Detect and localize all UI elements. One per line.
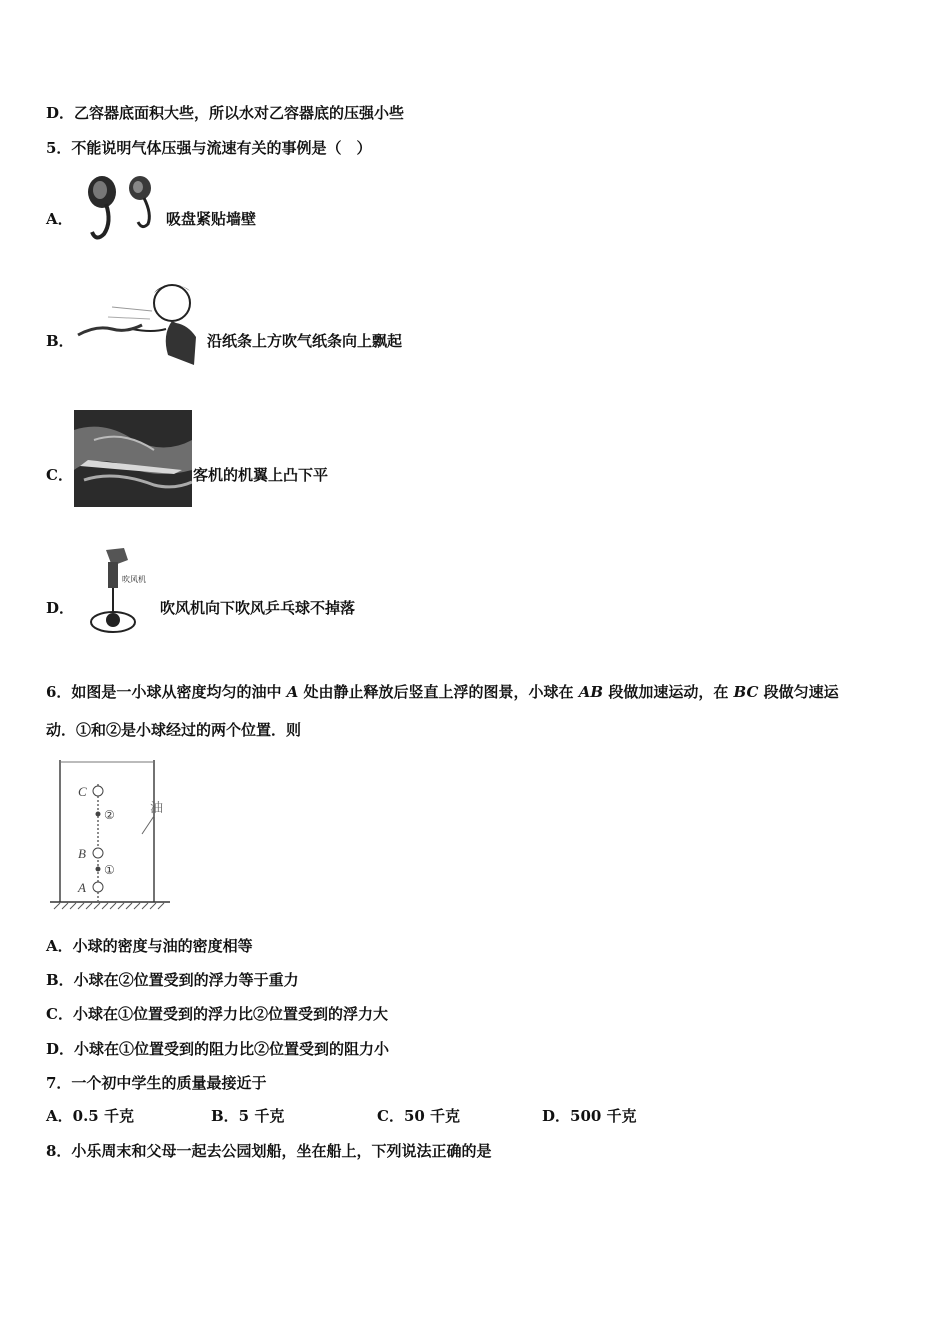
label-b: B: [78, 846, 86, 861]
q5-option-d-text: 吹风机向下吹风乒乓球不掉落: [160, 599, 356, 617]
q8-stem: 8．小乐周末和父母一起去公园划船，坐在船上，下列说法正确的是: [46, 1142, 492, 1160]
q6-option-d: D．小球在①位置受到的阻力比②位置受到的阻力小: [46, 1040, 390, 1058]
suction-cup-hooks-image: [78, 174, 164, 246]
q5-option-b-text: 沿纸条上方吹气纸条向上飘起: [207, 332, 403, 350]
q5-option-b-letter: B．: [46, 332, 74, 350]
q6-point-a: A: [286, 683, 299, 701]
q6-option-c: C．小球在①位置受到的浮力比②位置受到的浮力大: [46, 1005, 388, 1023]
q6-segment-bc: BC: [733, 683, 759, 701]
q5-option-c-text: 客机的机翼上凸下平: [193, 466, 329, 484]
q5-stem: 5．不能说明气体压强与流速有关的事例是（ ）: [46, 139, 372, 157]
q6-stem-line2: 动．①和②是小球经过的两个位置．则: [46, 721, 302, 739]
q7-option-a: A．0.5 千克: [46, 1107, 134, 1125]
hair-dryer-ping-pong-image: [86, 546, 156, 640]
airplane-wing-photo: [74, 410, 192, 507]
q7-option-b: B．5 千克: [211, 1107, 285, 1125]
q7-stem: 7．一个初中学生的质量最接近于: [46, 1074, 267, 1092]
q6-stem-part1: 6．如图是一小球从密度均匀的油中: [46, 683, 287, 701]
label-position-1: ①: [104, 863, 115, 877]
q5-option-c-letter: C．: [46, 466, 73, 484]
label-oil: 油: [150, 801, 164, 816]
label-a: A: [78, 880, 86, 895]
hair-dryer-label: 吹风机: [122, 575, 146, 584]
q6-option-b: B．小球在②位置受到的浮力等于重力: [46, 971, 299, 989]
boy-blowing-paper-image: [72, 277, 200, 375]
q6-stem-part4: 段做匀速运: [758, 683, 839, 701]
q6-stem-part3: 段做加速运动，在: [603, 683, 734, 701]
q7-option-c: C．50 千克: [377, 1107, 461, 1125]
label-position-2: ②: [104, 808, 115, 822]
q6-stem-line1: [46, 681, 839, 702]
q6-option-a: A．小球的密度与油的密度相等: [46, 937, 253, 955]
oil-container-diagram: [46, 756, 172, 912]
label-c: C: [78, 784, 87, 799]
q7-option-d: D．500 千克: [542, 1107, 637, 1125]
q6-stem-part2: 处由静止释放后竖直上浮的图景，小球在: [298, 683, 579, 701]
q5-option-a-text: 吸盘紧贴墙壁: [166, 210, 257, 228]
q6-segment-ab: AB: [578, 683, 604, 701]
q5-option-d-letter: D．: [46, 599, 75, 617]
q5-option-a-letter: A．: [46, 210, 73, 228]
q4-option-d: D．乙容器底面积大些，所以水对乙容器底的压强小些: [46, 104, 405, 122]
